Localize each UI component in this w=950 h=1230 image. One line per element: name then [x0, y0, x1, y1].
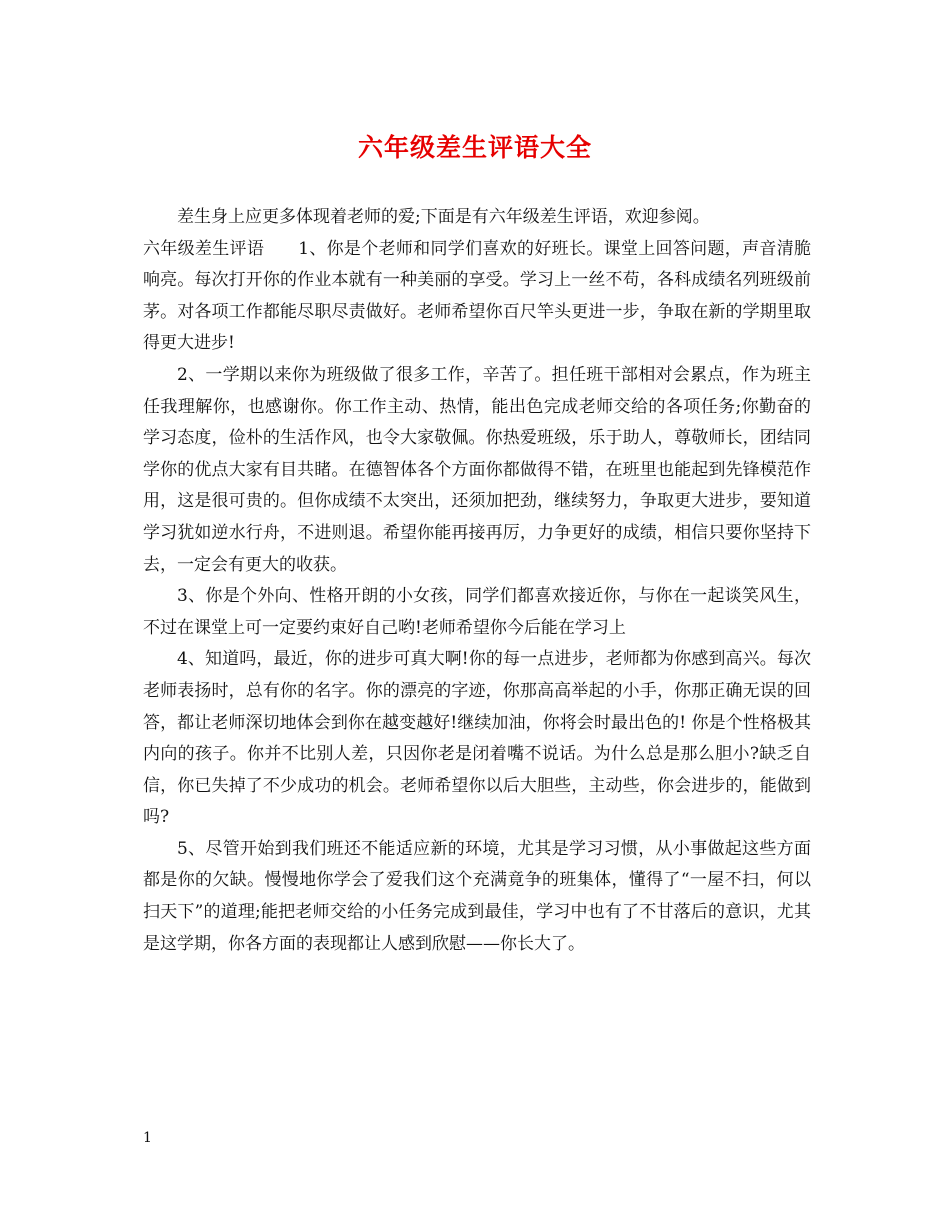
comment-paragraph-2: 2、一学期以来你为班级做了很多工作，辛苦了。担任班干部相对会累点，作为班主任我理解你，也感谢你。你工作主动、热情，能出色完成老师交给的各项任务;你勤奋的学习态度，俭朴的生活作风，也令大家敬佩。你热爱班级，乐于助人，尊敬师长，团结同学你的优点大家有目共睹。在德智体各个方面你都做得不错，在班里也能起到先锋模范作用，这是很可贵的。但你成绩不太突出，还须加把劲，继续努力，争取更大进步，要知道学习犹如逆水行舟，不进则退。希望你能再接再厉，力争更好的成绩，相信只要你坚持下去，一定会有更大的收获。: [143, 364, 811, 575]
comment-paragraph-3: 3、你是个外向、性格开朗的小女孩，同学们都喜欢接近你，与你在一起谈笑风生，不过在课堂上可一定要约束好自己哟!老师希望你今后能在学习上: [143, 586, 811, 638]
comment-text-1: 1、你是个老师和同学们喜欢的好班长。课堂上回答问题，声音清脆响亮。每次打开你的作业本就有一种美丽的享受。学习上一丝不苟，各科成绩名列班级前茅。对各项工作都能尽职尽责做好。老师希望你百尺竿头更进一步，争取在新的学期里取得更大进步!: [143, 238, 812, 354]
document-body: [143, 202, 811, 960]
comment-paragraph-5: 5、尽管开始到我们班还不能适应新的环境，尤其是学习习惯，从小事做起这些方面都是你的欠缺。慢慢地你学会了爱我们这个充满竟争的班集体，懂得了“一屋不扫，何以扫天下”的道理;能把老师交给的小任务完成到最佳，学习中也有了不甘落后的意识，尤其是这学期，你各方面的表现都让人感到欣慰——你长大了。: [143, 838, 811, 954]
intro-paragraph: 差生身上应更多体现着老师的爱;下面是有六年级差生评语，欢迎参阅。: [177, 207, 710, 227]
comment-paragraph-4: 4、知道吗，最近，你的进步可真大啊!你的每一点进步，老师都为你感到高兴。每次老师表扬时，总有你的名字。你的漂亮的字迹，你那高高举起的小手，你那正确无误的回答，都让老师深切地体会到你在越变越好!继续加油，你将会时最出色的! 你是个性格极其内向的孩子。你并不比别人差，只因你老是闭着嘴不说话。为什么总是那么胆小?缺乏自信，你已失掉了不少成功的机会。老师希望你以后大胆些，主动些，你会进步的，能做到吗?: [143, 649, 811, 828]
section-label: 六年级差生评语: [143, 238, 265, 259]
document-title: 六年级差生评语大全: [357, 133, 592, 162]
page-number: 1: [143, 1130, 152, 1146]
comment-paragraph-1: [143, 234, 811, 360]
